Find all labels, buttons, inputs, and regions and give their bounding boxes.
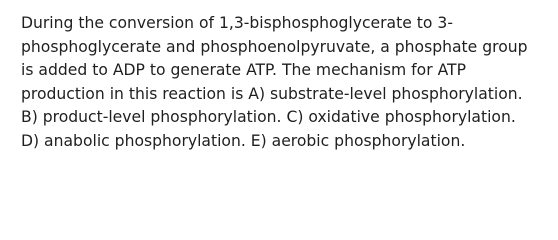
- question-line: D) anabolic phosphorylation. E) aerobic phosphorylation.: [21, 131, 466, 150]
- question-line: During the conversion of 1,3-bisphosphoglycerate to 3-: [21, 14, 453, 32]
- question-line: production in this reaction is A) substrate-level phosphorylation.: [21, 84, 523, 103]
- question-line: phosphoglycerate and phosphoenolpyruvate, a phosphate group: [21, 37, 528, 56]
- question-text: [21, 12, 551, 154]
- question-line: is added to ADP to generate ATP. The mechanism for ATP: [21, 61, 466, 80]
- question-line: B) product-level phosphorylation. C) oxidative phosphorylation.: [21, 108, 516, 127]
